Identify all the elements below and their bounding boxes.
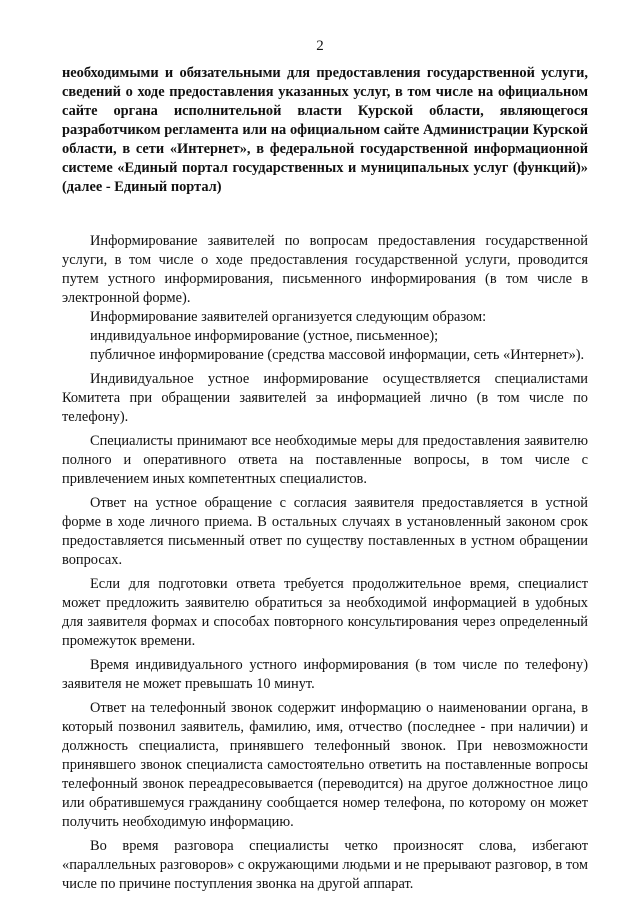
paragraph-individual: индивидуальное информирование (устное, письменное); <box>90 328 439 344</box>
paragraph-long-preparation: Если для подготовки ответа требуется продолжительное время, специалист может предложить заявителю обратиться за необходимой информацией в удобных для заявителя формах и способах повторного консультирования через определенный промежуток времени. <box>62 576 588 649</box>
paragraph-oral-response: Ответ на устное обращение с согласия заявителя предоставляется в устной форме в ходе личного приема. В остальных случаях в установленный законом срок предоставляется письменный ответ по существу поставленных в устном обращении вопросах. <box>62 495 588 568</box>
paragraph-specialists-measures: Специалисты принимают все необходимые меры для предоставления заявителю полного и оперативного ответа на поставленные вопросы, в том числе с привлечением иных компетентных специалистов. <box>62 433 588 487</box>
paragraph-organization: Информирование заявителей организуется следующим образом: <box>90 309 487 325</box>
body-text <box>62 232 588 894</box>
paragraph-conversation-rules: Во время разговора специалисты четко произносят слова, избегают «параллельных разговоров» с окружающими людьми и не прерывают разговор, в том числе по причине поступления звонка на другой аппарат. <box>62 838 588 892</box>
paragraph-oral-individual: Индивидуальное устное информирование осуществляется специалистами Комитета при обращении заявителей за информацией лично (в том числе по телефону). <box>62 371 588 425</box>
paragraph-informing-methods: Информирование заявителей по вопросам предоставления государственной услуги, в том числе о ходе предоставления государственной услуги, проводится путем устного информирования, письменного информирования (в том числе в электронной форме). <box>62 233 588 306</box>
page-number: 2 <box>316 38 324 54</box>
paragraph-time-limit: Время индивидуального устного информирования (в том числе по телефону) заявителя не может превышать 10 минут. <box>62 657 588 692</box>
header-paragraph: необходимыми и обязательными для предоставления государственной услуги, сведений о ходе предоставления указанных услуг, в том числе на официальном сайте органа исполнительной власти Курской области, являющегося разработчиком регламента или на официальном сайте Администрации Курской области, в сети «Интернет», в федеральной государственной информационной системе «Единый портал государственных и муниципальных услуг (функций)» (далее - Единый портал) <box>62 65 588 195</box>
paragraph-public: публичное информирование (средства массовой информации, сеть «Интернет»). <box>90 347 585 363</box>
paragraph-phone-response: Ответ на телефонный звонок содержит информацию о наименовании органа, в который позвонил заявитель, фамилию, имя, отчество (последнее - при наличии) и должность специалиста, принявшего телефонный звонок. При невозможности принявшего звонок специалиста самостоятельно ответить на поставленные вопросы телефонный звонок переадресовывается (переводится) на другое должностное лицо или обратившемуся гражданину сообщается номер телефона, по которому он может получить необходимую информацию. <box>62 700 588 830</box>
